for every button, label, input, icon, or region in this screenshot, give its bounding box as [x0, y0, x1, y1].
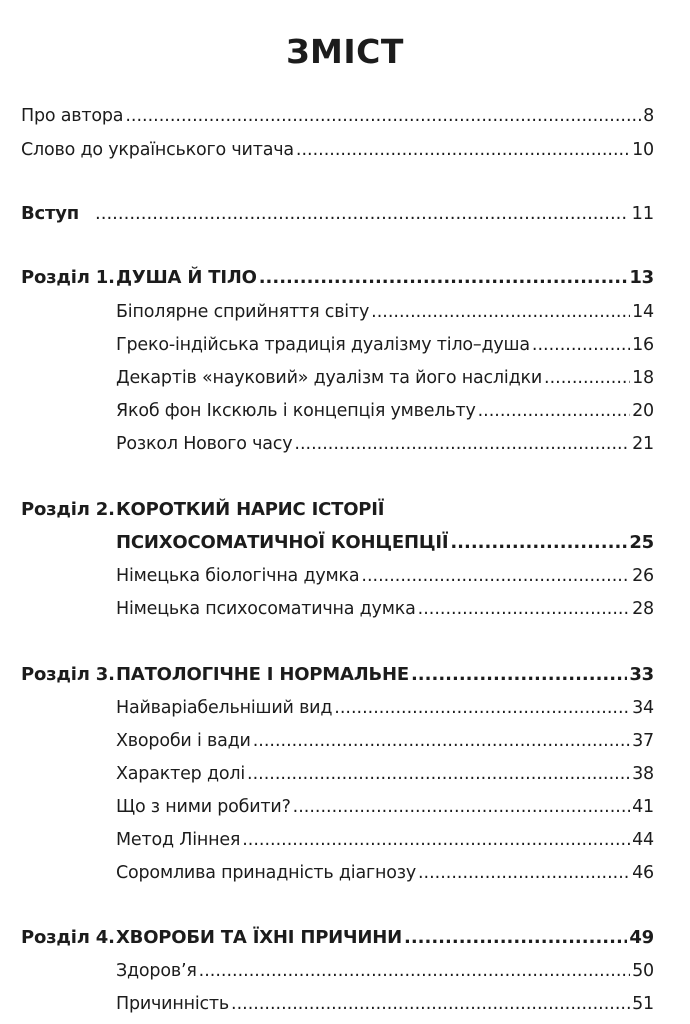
entry-page: 11 — [631, 203, 654, 224]
entry-page: 8 — [643, 106, 654, 126]
dot-leader — [125, 101, 641, 131]
toc-section[interactable] — [116, 989, 654, 1019]
toc-entry-preface[interactable] — [21, 135, 654, 165]
section-label: Розкол Нового часу — [116, 434, 293, 454]
section-label: Характер долі — [116, 764, 246, 784]
section-label: Німецька біологічна думка — [116, 566, 360, 586]
section-page: 50 — [632, 961, 654, 981]
section-label: Біполярне сприйняття світу — [116, 302, 370, 322]
section-page: 21 — [632, 434, 654, 454]
section-page: 38 — [632, 764, 654, 784]
page-title: ЗМІСТ — [286, 32, 404, 72]
toc-section[interactable] — [116, 726, 654, 756]
toc-section[interactable] — [116, 429, 654, 459]
toc-section[interactable] — [116, 297, 654, 327]
section-page: 37 — [632, 731, 654, 751]
chapter-prefix: Розділ 4. — [21, 927, 115, 948]
entry-page: 10 — [632, 140, 654, 160]
section-label: Якоб фон Ікскюль і концепція умвельту — [116, 401, 476, 421]
section-page: 20 — [632, 401, 654, 421]
entry-label: Про автора — [21, 106, 124, 126]
toc-section[interactable] — [116, 759, 654, 789]
section-label: Німецька психосоматична думка — [116, 599, 416, 619]
section-label: Хвороби і вади — [116, 731, 251, 751]
entry-label: Вступ — [21, 203, 79, 224]
dot-leader — [404, 923, 627, 953]
entry-label: Слово до українського читача — [21, 140, 294, 160]
section-page: 46 — [632, 863, 654, 883]
toc-chapter-1[interactable] — [21, 263, 654, 293]
dot-leader — [450, 528, 627, 558]
section-page: 51 — [632, 994, 654, 1014]
dot-leader — [242, 825, 630, 855]
section-page: 18 — [632, 368, 654, 388]
dot-leader — [247, 759, 630, 789]
chapter-page: 25 — [629, 532, 654, 553]
dot-leader — [231, 989, 630, 1019]
section-page: 28 — [632, 599, 654, 619]
chapter-page: 33 — [629, 664, 654, 685]
dot-leader — [371, 297, 630, 327]
chapter-title: ХВОРОБИ ТА ЇХНІ ПРИЧИНИ — [116, 927, 402, 948]
section-page: 16 — [632, 335, 654, 355]
dot-leader — [418, 858, 630, 888]
chapter-title: ПАТОЛОГІЧНЕ І НОРМАЛЬНЕ — [116, 664, 409, 685]
toc-section[interactable] — [116, 330, 654, 360]
dot-leader — [418, 594, 631, 624]
chapter-page: 49 — [629, 927, 654, 948]
dot-leader — [544, 363, 630, 393]
dot-leader — [296, 135, 630, 165]
section-label: Соромлива принадність діагнозу — [116, 863, 416, 883]
toc-section[interactable] — [116, 956, 654, 986]
toc-section[interactable] — [116, 858, 654, 888]
toc-section[interactable] — [116, 396, 654, 426]
dot-leader — [253, 726, 630, 756]
section-label: Найваріабельніший вид — [116, 698, 333, 718]
chapter-prefix: Розділ 3. — [21, 664, 115, 685]
toc-section[interactable] — [116, 693, 654, 723]
section-label: Декартів «науковий» дуалізм та його наслідки — [116, 368, 543, 388]
dot-leader — [361, 561, 630, 591]
dot-leader — [199, 956, 630, 986]
toc-section[interactable] — [116, 825, 654, 855]
toc-section[interactable] — [116, 792, 654, 822]
chapter-prefix: Розділ 2. — [21, 499, 115, 520]
dot-leader — [293, 792, 630, 822]
section-label: Метод Ліннея — [116, 830, 241, 850]
section-label: Причинність — [116, 994, 230, 1014]
chapter-prefix: Розділ 1. — [21, 267, 115, 288]
section-page: 26 — [632, 566, 654, 586]
toc-chapter-4[interactable] — [21, 923, 654, 953]
dot-leader — [259, 263, 628, 293]
section-label: Що з ними робити? — [116, 797, 291, 817]
toc-chapter-3[interactable] — [21, 660, 654, 690]
toc-section[interactable] — [116, 363, 654, 393]
chapter-title: ДУША Й ТІЛО — [116, 267, 257, 288]
dot-leader — [95, 199, 629, 229]
toc-entry-introduction[interactable] — [21, 199, 654, 229]
section-page: 14 — [632, 302, 654, 322]
toc-chapter-2-continued[interactable] — [116, 528, 654, 558]
section-label: Греко-індійська традиція дуалізму тіло–душа — [116, 335, 530, 355]
toc-section[interactable] — [116, 594, 654, 624]
section-page: 44 — [632, 830, 654, 850]
dot-leader — [532, 330, 630, 360]
dot-leader — [411, 660, 627, 690]
section-page: 34 — [632, 698, 654, 718]
toc-chapter-2[interactable] — [21, 495, 654, 525]
toc-entry-about-author[interactable] — [21, 101, 654, 131]
section-page: 41 — [632, 797, 654, 817]
section-label: Здоров’я — [116, 961, 197, 981]
chapter-page: 13 — [629, 267, 654, 288]
toc-section[interactable] — [116, 561, 654, 591]
dot-leader — [334, 693, 630, 723]
chapter-title-line2: ПСИХОСОМАТИЧНОЇ КОНЦЕПЦІЇ — [116, 532, 449, 553]
chapter-title-line1: КОРОТКИЙ НАРИС ІСТОРІЇ — [116, 499, 385, 520]
dot-leader — [478, 396, 631, 426]
dot-leader — [294, 429, 630, 459]
